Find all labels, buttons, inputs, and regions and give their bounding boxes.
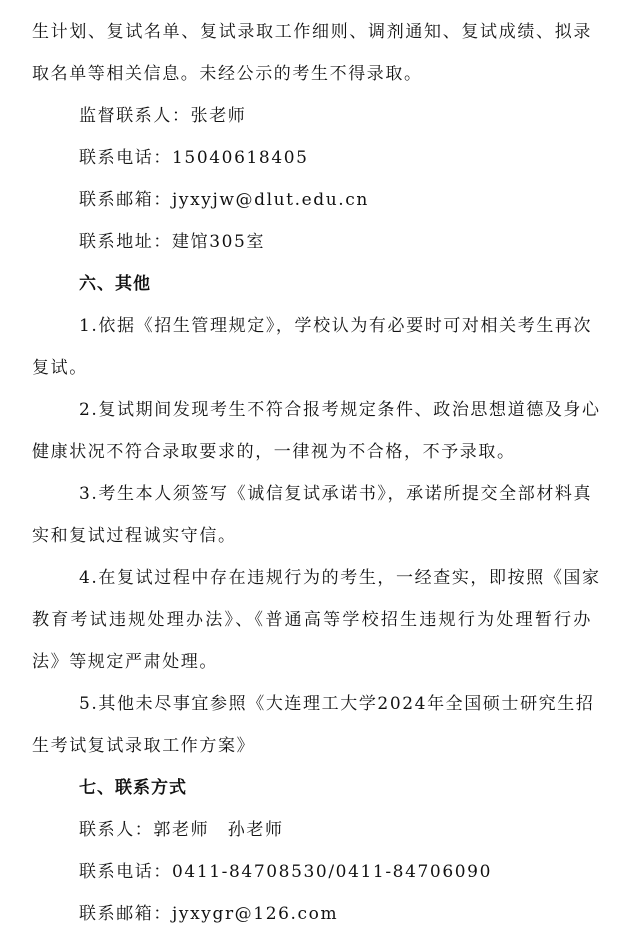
item-3-line: 实和复试过程诚实守信。 bbox=[32, 526, 237, 546]
section-heading-other: 六、其他 bbox=[79, 274, 151, 294]
supervisor-contact: 监督联系人：张老师 bbox=[79, 106, 247, 126]
item-1-line: 复试。 bbox=[32, 358, 88, 378]
contact-phone: 联系电话：0411-84708530/0411-84706090 bbox=[79, 862, 492, 882]
item-5-line: 生考试复试录取工作方案》 bbox=[32, 736, 256, 756]
paragraph-line: 取名单等相关信息。未经公示的考生不得录取。 bbox=[32, 64, 423, 84]
supervisor-email: 联系邮箱：jyxyjw@dlut.edu.cn bbox=[79, 190, 369, 210]
section-heading-contact: 七、联系方式 bbox=[79, 778, 187, 798]
item-4-line: 4.在复试过程中存在违规行为的考生，一经查实，即按照《国家 bbox=[79, 568, 601, 588]
item-1-line: 1.依据《招生管理规定》，学校认为有必要时可对相关考生再次 bbox=[79, 316, 593, 336]
supervisor-phone: 联系电话：15040618405 bbox=[79, 148, 309, 168]
paragraph-line: 生计划、复试名单、复试录取工作细则、调剂通知、复试成绩、拟录 bbox=[32, 22, 592, 42]
item-4-line: 教育考试违规处理办法》、《普通高等学校招生违规行为处理暂行办 bbox=[32, 610, 592, 630]
item-2-line: 2.复试期间发现考生不符合报考规定条件、政治思想道德及身心 bbox=[79, 400, 601, 420]
item-3-line: 3.考生本人须签写《诚信复试承诺书》，承诺所提交全部材料真 bbox=[79, 484, 593, 504]
item-5-line: 5.其他未尽事宜参照《大连理工大学2024年全国硕士研究生招 bbox=[79, 694, 595, 714]
item-4-line: 法》等规定严肃处理。 bbox=[32, 652, 218, 672]
item-2-line: 健康状况不符合录取要求的，一律视为不合格，不予录取。 bbox=[32, 442, 516, 462]
contact-persons: 联系人：郭老师 孙老师 bbox=[79, 820, 284, 840]
supervisor-address: 联系地址：建馆305室 bbox=[79, 232, 266, 252]
contact-email: 联系邮箱：jyxygr@126.com bbox=[79, 904, 339, 924]
